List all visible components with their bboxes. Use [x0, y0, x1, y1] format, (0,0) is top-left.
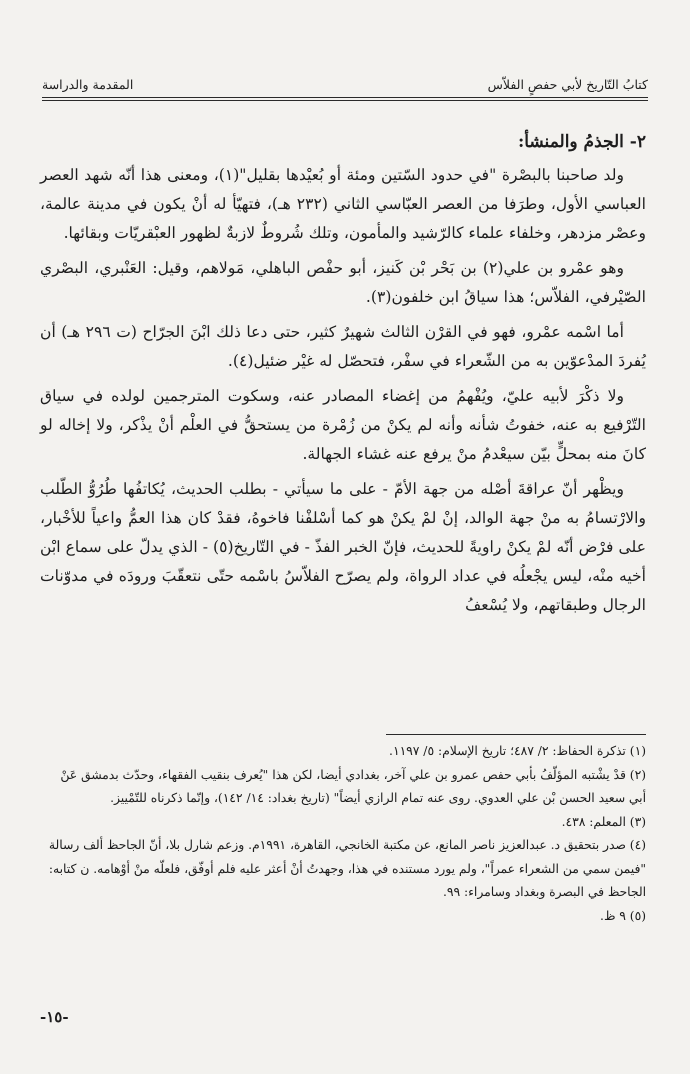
page-number: -١٥-: [40, 1008, 69, 1026]
header-section-title: المقدمة والدراسة: [42, 76, 134, 92]
paragraph-3: أما اسْمه عمْرو، فهو في القرْن الثالث شهيرٌ كثير، حتى دعا ذلك ابْنَ الجرّاح (ت ٢٩٦ هـ) أن يُفردَ المدْعوّين به من الشّعراء في سفْر، فتحصّل له غيْر ضئيل(٤).: [40, 323, 646, 370]
header-book-title: كتابُ التّاريخ لأبي حفصٍ الفلاّس: [487, 76, 648, 92]
paragraph-5: ويظْهر أنّ عراقةَ أصْله من جهة الأمّ - على ما سيأتي - بطلب الحديث، يُكاتفُها طُرُوُّ الطّلب والارْتسامُ به منْ جهة الوالد، إنْ لمْ يكنْ هو كما أسْلفْنا فاخوهُ، فقدْ كان هذا العمُّ واعياً للأخْبار، على فرْض أنّه لمْ يكنْ راويةً للحديث، فإنّ الخبر الفذّ - في التّاريخ(٥) - الذي يدلّ على سماع ابْن أخيه منْه، ليس يجْعلُه في عداد الرواة، ولم يصرّح الفلاّسُ باسْمه حتّى نتعقّبَ ورودَه في مدوّنات الرجال وطبقاتهم، ولا يُسْعفُ: [40, 480, 646, 614]
header-rule-thin: [42, 100, 648, 101]
footnote-4: (٤) صدر بتحقيق د. عبدالعزيز ناصر المانع، عن مكتبة الخانجي، القاهرة، ١٩٩١م. وزعم شارل بلا، أنّ الجاحظ ألف رسالة "فيمن سمي من الشعراء عمراً"، ولم يورد مستنده في هذا، وجهدتُ أنْ أعثر عليه فلم أوفّق، فلعلّه منْ أوْهامه. ن كتابه: الجاحظ في البصرة وبغداد وسامراء: ٩٩.: [48, 838, 646, 899]
footnote-3: (٣) المعلم: ٤٣٨.: [561, 814, 646, 829]
footnote-separator: [386, 734, 646, 735]
footnote-1: (١) تذكرة الحفاظ: ٢/ ٤٨٧؛ تاريخ الإسلام: ٥/ ١١٩٧.: [389, 744, 646, 758]
footnote-5: (٥) ٩ ظ.: [600, 908, 646, 923]
running-header: [42, 74, 648, 94]
paragraph-2: وهو عمْرو بن علي(٢) بن بَحْر بْن كَنيز، أبو حفْص الباهلي، مَولاهم، وقيل: العَنْبري، البصْري الصّيْرفي، الفلاّس؛ هذا سياقُ ابن خلفون(٣).: [40, 259, 646, 306]
section-heading: ٢- الجذمُ والمنشأ:: [517, 132, 646, 152]
footnote-2: (٢) قدْ يشْتبه المؤلّفُ بأبي حفص عمرو بن علي آخر، بغدادي أيضا، لكن هذا "يُعرف بنقيب الفقهاء، وحدّث بدمشق عَنْ أبي سعيد الحسن بْن علي العدوي. روى عنه تمام الرازي أيضاً" (تاريخ بغداد: ١٤/ ١٤٢)، وإنّما ذكرناه للتّمْييز.: [60, 767, 646, 805]
paragraph-4: ولا ذكْرَ لأبيه عليّ، ويُفْهمُ من إغضاء المصادر عنه، وسكوت المترجمين لولده في سياق التّرْفيع به عنه، خفوتُ شأنه وأنه لم يكنْ من زُمْرة من يستحقُّ في العلْم أنْ يذْكر، ولا إخاله لو كانَ منه بمحلٍّ بيّن سيعْدمُ منْ يرفع عنه غشاء الجهالة.: [40, 387, 646, 463]
footnotes: [40, 740, 646, 928]
header-rule: [42, 97, 648, 98]
main-text: [40, 128, 646, 626]
paragraph-1: ولد صاحبنا بالبصْرة "في حدود السّتين ومئة أو بُعيْدها بقليل"(١)، ومعنى هذا أنّه شهد العصر العباسي الأول، وطرَفا من العصر العبّاسي الثاني (٢٣٢ هـ)، فتهيّأ له أنْ يكون في مدينة عالمة، وعصْر مزدهر، وخلفاء علماء كالرّشيد والمأمون، وتلك شُروطٌ لازبةٌ لظهور العبْقريّات وبقائها.: [40, 166, 646, 242]
